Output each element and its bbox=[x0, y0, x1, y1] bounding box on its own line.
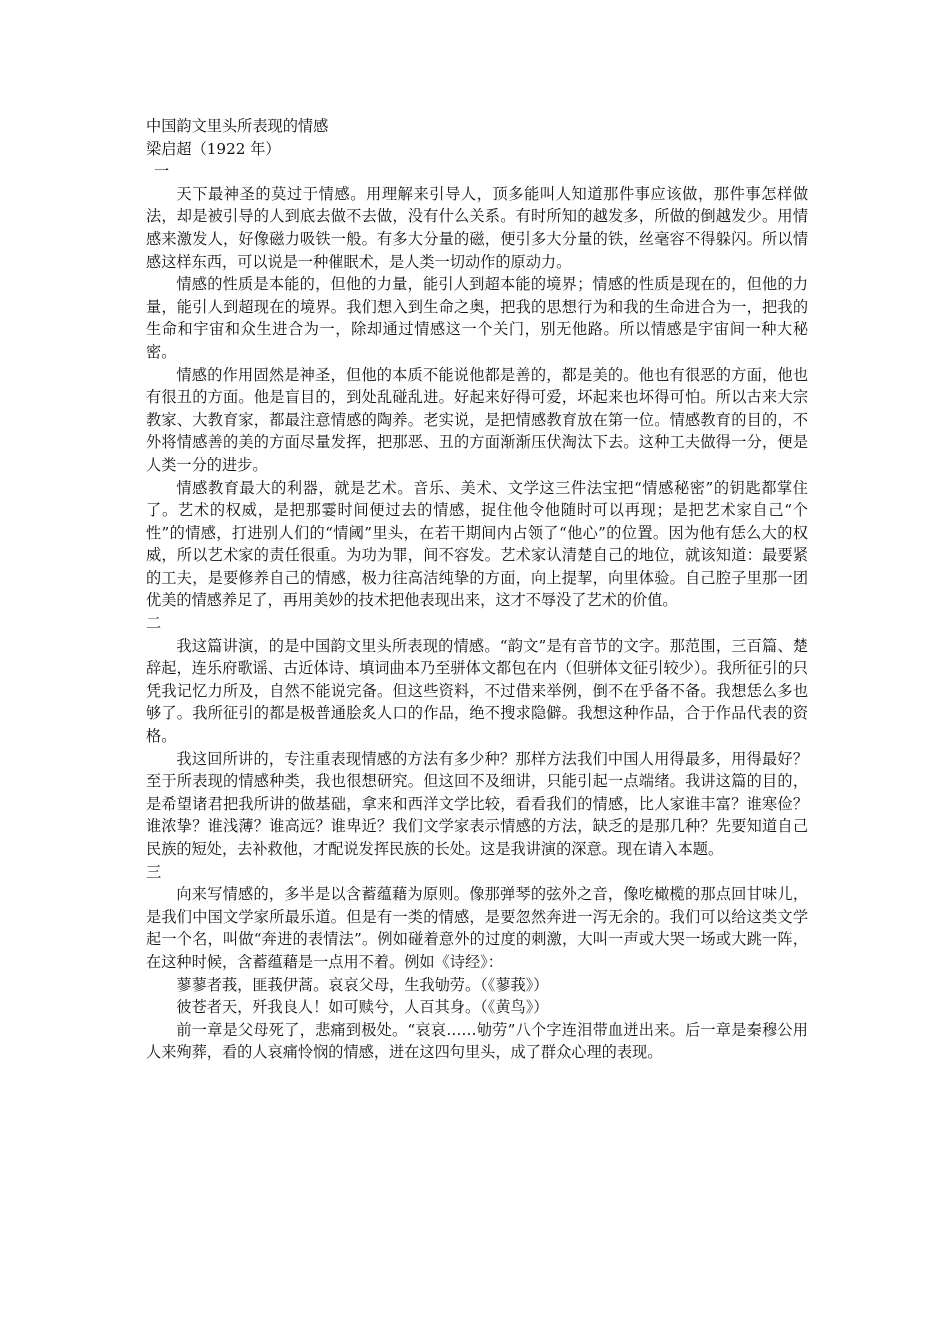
document-title: 中国韵文里头所表现的情感 bbox=[146, 117, 329, 135]
paragraph: 天下最神圣的莫过于情感。用理解来引导人，顶多能叫人知道那件事应该做，那件事怎样做法，却是被引导的人到底去做不去做，没有什么关系。有时所知的越发多，所做的倒越发少。用情感来激发人，好像磁力吸铁一般。有多大分量的磁，便引多大分量的铁，丝毫容不得躲闪。所以情感这样东西，可以说是一种催眠术，是人类一切动作的原动力。 bbox=[146, 184, 808, 271]
poem-quote: 蓼蓼者莪，匪莪伊蒿。哀哀父母，生我劬劳。（《蓼莪》） bbox=[176, 975, 549, 994]
document-body bbox=[146, 115, 808, 1064]
paragraph: 向来写情感的，多半是以含蓄蕴藉为原则。像那弹琴的弦外之音，像吃橄榄的那点回甘味儿，是我们中国文学家所最乐道。但是有一类的情感，是要忽然奔进一泻无余的。我们可以给这类文学起一个名，叫做“奔进的表情法”。例如碰着意外的过度的刺激，大叫一声或大哭一场或大跳一阵，在这种时候，含蓄蕴藉是一点用不着。例如《诗经》： bbox=[146, 885, 808, 971]
paragraph: 前一章是父母死了，悲痛到极处。“哀哀……劬劳”八个字连泪带血迸出来。后一章是秦穆公用人来殉葬，看的人哀痛怜悯的情感，迸在这四句里头，成了群众心理的表现。 bbox=[146, 1020, 808, 1062]
poem-quote: 彼苍者天，歼我良人！如可赎兮，人百其身。（《黄鸟》） bbox=[176, 998, 549, 1017]
section-marker: 二 bbox=[146, 614, 162, 633]
paragraph: 我这篇讲演，的是中国韵文里头所表现的情感。“韵文”是有音节的文字。那范围，三百篇、楚辞起，连乐府歌谣、古近体诗、填词曲本乃至骈体文都包在内（但骈体文征引较少）。我所征引的只凭我记忆力所及，自然不能说完备。但这些资料，不过借来举例，倒不在乎备不备。我想恁么多也够了。我所征引的都是极普通脍炙人口的作品，绝不搜求隐僻。我想这种作品，合于作品代表的资格。 bbox=[146, 636, 808, 746]
author-line: 梁启超（1922 年） bbox=[146, 139, 281, 158]
section-marker: 一 bbox=[154, 162, 170, 181]
paragraph: 情感教育最大的利器，就是艺术。音乐、美术、文学这三件法宝把“情感秘密”的钥匙都掌住了。艺术的权威，是把那霎时间便过去的情感，捉住他令他随时可以再现；是把艺术家自己“个性”的情感，打进别人们的“情阈”里头，在若干期间内占领了“他心”的位置。因为他有恁么大的权威，所以艺术家的责任很重。为功为罪，间不容发。艺术家认清楚自己的地位，就该知道：最要紧的工夫，是要修养自己的情感，极力往高洁纯挚的方面，向上提挈，向里体验。自己腔子里那一团优美的情感养足了，再用美妙的技术把他表现出来，这才不辱没了艺术的价值。 bbox=[146, 478, 808, 610]
paragraph: 我这回所讲的，专注重表现情感的方法有多少种？那样方法我们中国人用得最多，用得最好？至于所表现的情感种类，我也很想研究。但这回不及细讲，只能引起一点端绪。我讲这篇的目的，是希望诸君把我所讲的做基础，拿来和西洋文学比较，看看我们的情感，比人家谁丰富？谁寒俭？谁浓挚？谁浅薄？谁高远？谁卑近？我们文学家表示情感的方法，缺乏的是那几种？先要知道自己民族的短处，去补救他，才配说发挥民族的长处。这是我讲演的深意。现在请入本题。 bbox=[146, 749, 808, 858]
section-marker: 三 bbox=[146, 862, 162, 881]
paragraph: 情感的作用固然是神圣，但他的本质不能说他都是善的，都是美的。他也有很恶的方面，他也有很丑的方面。他是盲目的，到处乱碰乱进。好起来好得可爱，坏起来也坏得可怕。所以古来大宗教家、大教育家，都最注意情感的陶养。老实说，是把情感教育放在第一位。情感教育的目的，不外将情感善的美的方面尽量发挥，把那恶、丑的方面渐渐压伏淘汰下去。这种工夫做得一分，便是人类一分的进步。 bbox=[146, 365, 808, 474]
paragraph: 情感的性质是本能的，但他的力量，能引人到超本能的境界；情感的性质是现在的，但他的力量，能引人到超现在的境界。我们想入到生命之奥，把我的思想行为和我的生命进合为一，把我的生命和宇宙和众生进合为一，除却通过情感这一个关门，别无他路。所以情感是宇宙间一种大秘密。 bbox=[146, 275, 808, 361]
